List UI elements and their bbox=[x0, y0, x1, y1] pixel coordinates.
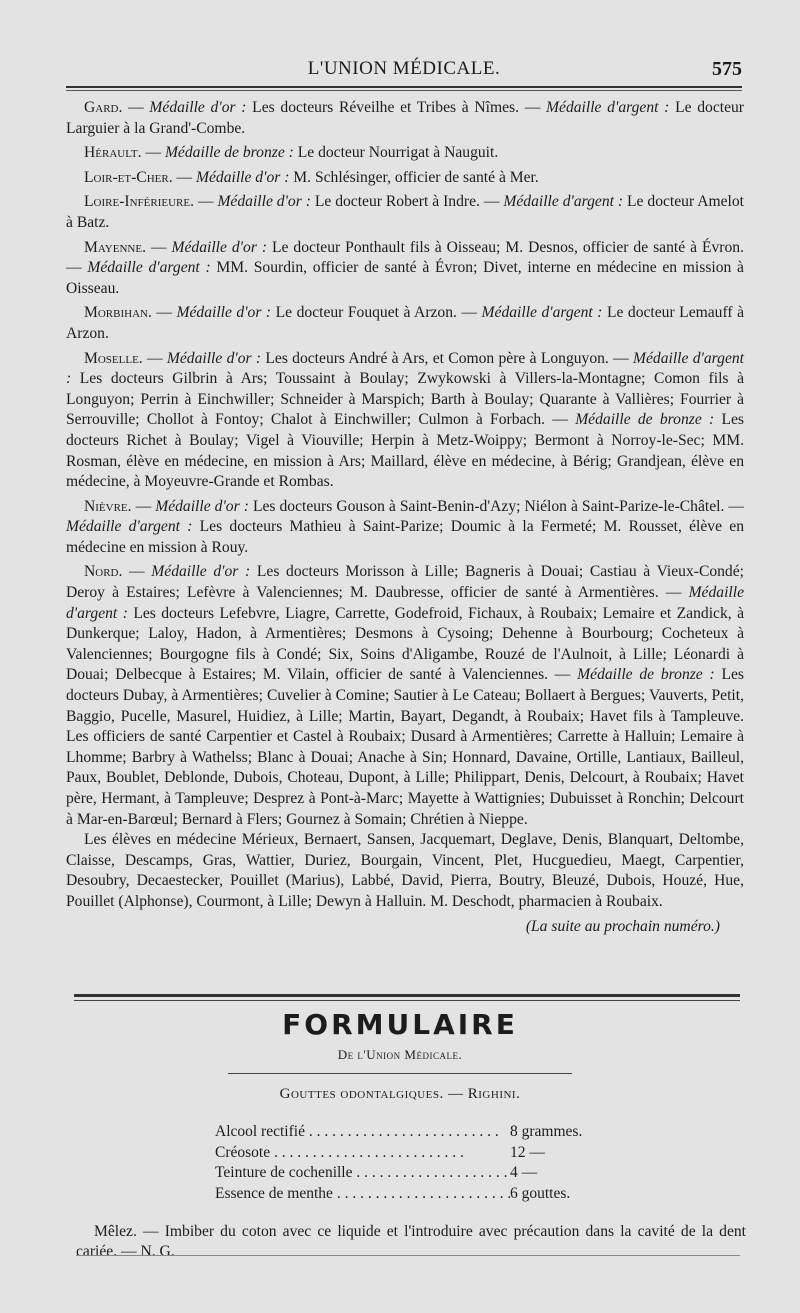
medal-label: Médaille de bronze : bbox=[577, 666, 715, 684]
medal-label: Médaille d'argent : bbox=[66, 349, 744, 388]
medal-label: Médaille d'argent : bbox=[503, 193, 624, 211]
region-name: Loire-Inférieure. bbox=[84, 193, 194, 211]
medal-label: Médaille d'argent : bbox=[546, 99, 670, 116]
recipient-text: — bbox=[122, 563, 152, 581]
medal-label: Médaille d'or : bbox=[195, 168, 290, 186]
medal-label: Médaille d'or : bbox=[171, 238, 268, 256]
medal-label: Médaille d'or : bbox=[149, 99, 247, 116]
region-name: Nord. bbox=[84, 563, 123, 581]
ingredient-row bbox=[215, 1122, 615, 1143]
ingredient-row bbox=[215, 1184, 615, 1205]
formula-rule bbox=[228, 1073, 572, 1074]
recipient-text: Le docteur Amelot à Batz. bbox=[66, 193, 744, 231]
ingredient-list bbox=[215, 1122, 615, 1204]
medal-label: Médaille d'argent : bbox=[66, 584, 744, 622]
recipient-text: Les docteurs Morisson à Lille; Bagneris à Douai; Castiau à Vieux-Condé; Deroy à Estaires; Lefèvre à Valenciennes; M. Daubresse, officier de santé à Armentières. — bbox=[66, 563, 744, 602]
recipient-text: Les docteurs Dubay, à Armentières; Cuvelier à Comine; Sautier à Le Cateau; Bollaert à Bergues; Vauverts, Petit, Baggio, Pucelle, Masurel, Huidiez, à Lille; Martin, Bayart, Degandt, à Roubaix; Havet fils à Tampleuve. Les officiers de santé Carpentier et Castel à Roubaix; Dusard à Armentières; Carrette à Halluin; Lemaire à Lhomme; Barbry à Wathelss; Blanc à Douai; Anache à Sin; Honnard, Davaine, Ortille, Lantiaux, Bailleul, Paux, Boublet, Deblonde, Dubois, Choteau, Dupont, à Lille; Philippart, Denis, Delcourt, à Roubaix; Havet père, Hermant, à Tampleuve; Desprez à Pont-à-Marc; Mayette à Wattignies; Dubuisset à Ronchin; Delcourt à Mar-en-Barœul; Bernard à Flers; Gournez à Somain; Chrétien à Nieppe. bbox=[66, 666, 744, 828]
recipient-text: — bbox=[142, 349, 167, 367]
section-rule bbox=[74, 994, 740, 1001]
region-name: Loir-et-Cher. bbox=[84, 168, 173, 186]
region-name: Mayenne. bbox=[84, 238, 146, 256]
medal-label: Médaille de bronze : bbox=[164, 144, 294, 162]
medal-label: Médaille d'argent : bbox=[66, 518, 193, 536]
ingredient-quantity: 12 — bbox=[510, 1143, 545, 1161]
region-entry bbox=[66, 238, 744, 300]
region-name: Gard. bbox=[84, 99, 123, 116]
ingredient-quantity: 4 — bbox=[510, 1164, 538, 1181]
region-entry bbox=[66, 349, 744, 493]
recipient-text: Les docteurs Réveilhe et Tribes à Nîmes. — bbox=[246, 99, 547, 116]
region-entry bbox=[66, 143, 744, 164]
recipient-text: — bbox=[122, 99, 150, 116]
region-entry bbox=[66, 168, 744, 189]
medal-label: Médaille d'argent : bbox=[481, 304, 603, 322]
ingredient-name: Teinture de cochenille . . . bbox=[215, 1163, 510, 1184]
formulaire-subtitle: De l'Union Médicale. bbox=[337, 1047, 463, 1062]
region-name: Moselle. bbox=[84, 349, 143, 367]
recipient-text: Les docteurs Gouson à Saint-Benin-d'Azy; Niélon à Saint-Parize-le-Châtel. — bbox=[248, 497, 745, 515]
recipient-text: Le docteur Robert à Indre. — bbox=[310, 193, 504, 211]
recipient-text: — bbox=[151, 304, 177, 322]
bottom-rule bbox=[76, 1255, 740, 1256]
region-entry bbox=[66, 562, 744, 830]
recipient-text: — bbox=[193, 193, 218, 211]
ingredient-row bbox=[215, 1143, 615, 1164]
ingredient-name: Alcool rectifié . . . bbox=[215, 1122, 510, 1143]
recipient-text: — bbox=[145, 238, 172, 256]
ingredient-quantity: 6 gouttes. bbox=[510, 1184, 571, 1202]
region-entry bbox=[66, 497, 744, 559]
recipe-instructions: Mêlez. — Imbiber du coton avec ce liquide et l'introduire avec précaution dans la cavité de la dent cariée. — N. G. bbox=[76, 1222, 746, 1261]
medal-label: Médaille de bronze : bbox=[575, 411, 715, 429]
recipient-text: Le docteur Larguier à la Grand'-Combe. bbox=[66, 99, 744, 137]
region-name: Nièvre. bbox=[84, 497, 132, 515]
region-entry bbox=[66, 98, 744, 139]
recipient-text: — bbox=[172, 168, 196, 186]
recipient-text: Le docteur Lemauff à Arzon. bbox=[66, 304, 744, 342]
header-rule bbox=[66, 86, 742, 91]
continued-note: (La suite au prochain numéro.) bbox=[525, 917, 720, 935]
recipient-text: — bbox=[131, 497, 156, 515]
formulaire-title: FORMULAIRE bbox=[282, 1008, 518, 1041]
medal-label: Médaille d'or : bbox=[166, 349, 262, 367]
recipient-text: M. Schlésinger, officier de santé à Mer. bbox=[289, 168, 539, 186]
recipient-text: Les docteurs Mathieu à Saint-Parize; Doumic à la Fermeté; M. Rousset, élève en médecine en mission à Rouy. bbox=[66, 518, 744, 556]
medal-label: Médaille d'argent : bbox=[87, 259, 211, 277]
recipient-text: Les docteurs Richet à Boulay; Vigel à Viouville; Herpin à Metz-Woippy; Bermont à Norroy-le-Sec; MM. Rosman, élève en médecine, en mission à Ars; Maillard, élève en médecine, à Bérig; Grandjean, élève en médecine, à Moyeuvre-Grande et Rombas. bbox=[66, 411, 744, 491]
ingredient-name: Essence de menthe . . . bbox=[215, 1184, 510, 1205]
awards-list bbox=[66, 98, 744, 937]
medal-label: Médaille d'or : bbox=[151, 563, 251, 581]
recipe-title: Gouttes odontalgiques. — Righini. bbox=[279, 1086, 521, 1102]
page-header bbox=[66, 54, 742, 86]
medal-label: Médaille d'or : bbox=[217, 193, 311, 211]
award-entries bbox=[66, 98, 744, 830]
medal-label: Médaille d'or : bbox=[155, 497, 249, 515]
page-number: 575 bbox=[712, 58, 742, 80]
region-entry bbox=[66, 303, 744, 344]
recipient-text: MM. Sourdin, officier de santé à Évron; Divet, interne en médecine en mission à Oisseau. bbox=[66, 259, 744, 297]
recipient-text: Le docteur Nourrigat à Nauguit. bbox=[293, 144, 499, 162]
ingredient-quantity: 8 grammes. bbox=[510, 1123, 583, 1140]
recipient-text: — bbox=[141, 144, 165, 162]
recipient-text: Les docteurs Lefebvre, Liagre, Carrette, Godefroid, Fichaux, à Roubaix; Lemaire et Zandick, à Dunkerque; Laloy, Hadon, à Armentières; Desmons à Cysoing; Dehenne à Bourbourg; Cocheteux à Valenciennes; Bourgogne fils à Condé; Six, Soins d'Aligambe, Rouzé de l'Aulnoit, à Lille; Léonardi à Douai; Delbecque à Estaires; M. Vilain, officier de santé à Valenciennes. — bbox=[66, 604, 744, 684]
recipient-text: Le docteur Fouquet à Arzon. — bbox=[271, 304, 482, 322]
medal-label: Médaille d'or : bbox=[176, 304, 272, 322]
region-entry bbox=[66, 192, 744, 233]
recipient-text: Les docteurs André à Ars, et Comon père à Longuyon. — bbox=[261, 349, 634, 367]
recipient-text: Le docteur Ponthault fils à Oisseau; M. Desnos, officier de santé à Évron. — bbox=[66, 238, 744, 277]
region-name: Morbihan. bbox=[84, 304, 152, 322]
ingredient-name: Créosote . . . bbox=[215, 1143, 510, 1164]
region-name: Hérault. bbox=[84, 144, 142, 162]
ingredient-row bbox=[215, 1163, 615, 1184]
running-title: L'UNION MÉDICALE. bbox=[307, 58, 501, 79]
students-paragraph: Les élèves en médecine Mérieux, Bernaert, Sansen, Jacquemart, Deglave, Denis, Blanquart, Deltombe, Claisse, Descamps, Gras, Wattier, Duriez, Bourgain, Vincent, Plet, Hucguedieu, Maegt, Carpentier, Desoubry, Decaestecker, Pouillet (Marius), Labbé, David, Pierra, Boutry, Bleuzé, Dubois, Houzé, Hue, Pouillet (Alphonse), Courmont, à Lille; Dewyn à Halluin. M. Deschodt, pharmacien à Roubaix. bbox=[66, 831, 744, 910]
recipient-text: Les docteurs Gilbrin à Ars; Toussaint à Boulay; Zwykowski à Villers-la-Montagne; Comon fils à Longuyon; Perrin à Einchwiller; Schneider à Marspich; Barth à Boulay; Quarante à Vallières; Fourrier à Serrouville; Chollot à Fontoy; Chalot à Einchwiller; Culmon à Forbach. — bbox=[66, 370, 744, 429]
